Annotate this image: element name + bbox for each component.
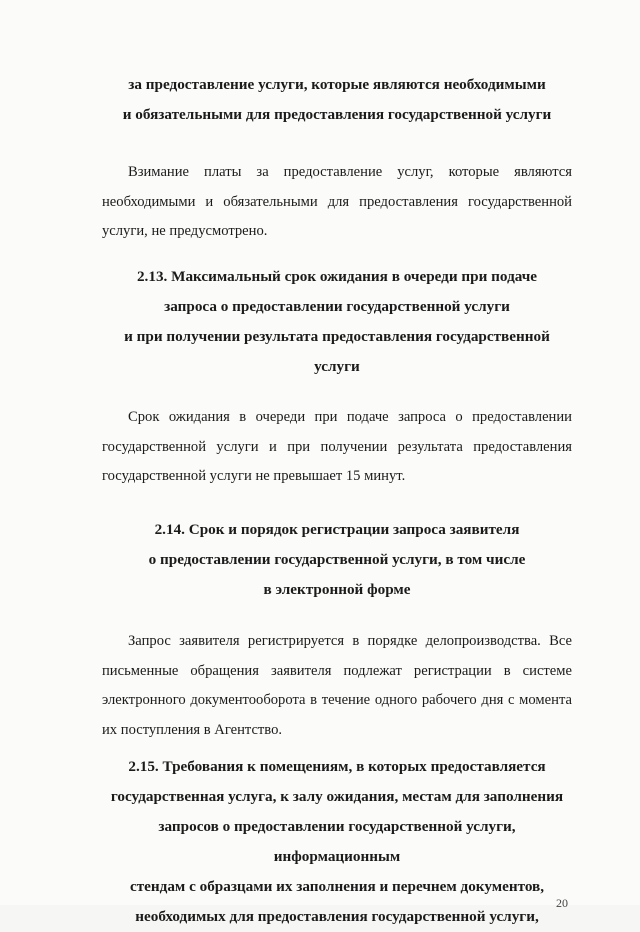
heading-line: в электронной форме — [263, 581, 411, 598]
section-2-13-paragraph: Срок ожидания в очереди при подаче запроса о предоставлении государственной услуги и при получении результата предоставления государственной услуги не превышает 15 минут. — [102, 409, 572, 484]
heading-line: запроса о предоставлении государственной услуги — [164, 298, 510, 315]
intro-paragraph-block — [102, 158, 572, 247]
heading-line: 2.13. Максимальный срок ожидания в очереди при подаче — [136, 268, 538, 285]
heading-line: необходимых для предоставления государственной услуги, — [135, 908, 539, 925]
heading-line: государственная услуга, к залу ожидания, местам для заполнения — [110, 788, 564, 805]
heading-line: услуги — [314, 358, 360, 375]
heading-line: о предоставлении государственной услуги, в том числе — [148, 551, 526, 568]
page-number: 20 — [556, 896, 568, 910]
heading-line: запросов о предоставлении государственной услуги, информационным — [158, 818, 516, 865]
intro-heading — [102, 70, 572, 130]
heading-line: и обязательными для предоставления государственной услуги — [122, 106, 552, 123]
section-2-14-paragraph-block — [102, 627, 572, 745]
section-2-13-paragraph-block — [102, 403, 572, 492]
heading-line: стендам с образцами их заполнения и перечнем документов, — [129, 878, 545, 895]
heading-line: 2.15. Требования к помещениям, в которых предоставляется — [128, 758, 546, 775]
section-2-14-heading — [102, 515, 572, 605]
heading-line: и при получении результата предоставления государственной — [124, 328, 550, 345]
heading-line: 2.14. Срок и порядок регистрации запроса заявителя — [154, 521, 520, 538]
section-2-13-heading — [102, 262, 572, 382]
heading-line: за предоставление услуги, которые являются необходимыми — [128, 76, 546, 93]
section-2-15-heading — [102, 752, 572, 932]
section-2-14-paragraph: Запрос заявителя регистрируется в порядке делопроизводства. Все письменные обращения заявителя подлежат регистрации в системе электронного документооборота в течение одного рабочего дня с момента их поступления в Агентство. — [102, 633, 572, 738]
intro-paragraph: Взимание платы за предоставление услуг, которые являются необходимыми и обязательными для предоставления государственной услуги, не предусмотрено. — [102, 164, 572, 239]
